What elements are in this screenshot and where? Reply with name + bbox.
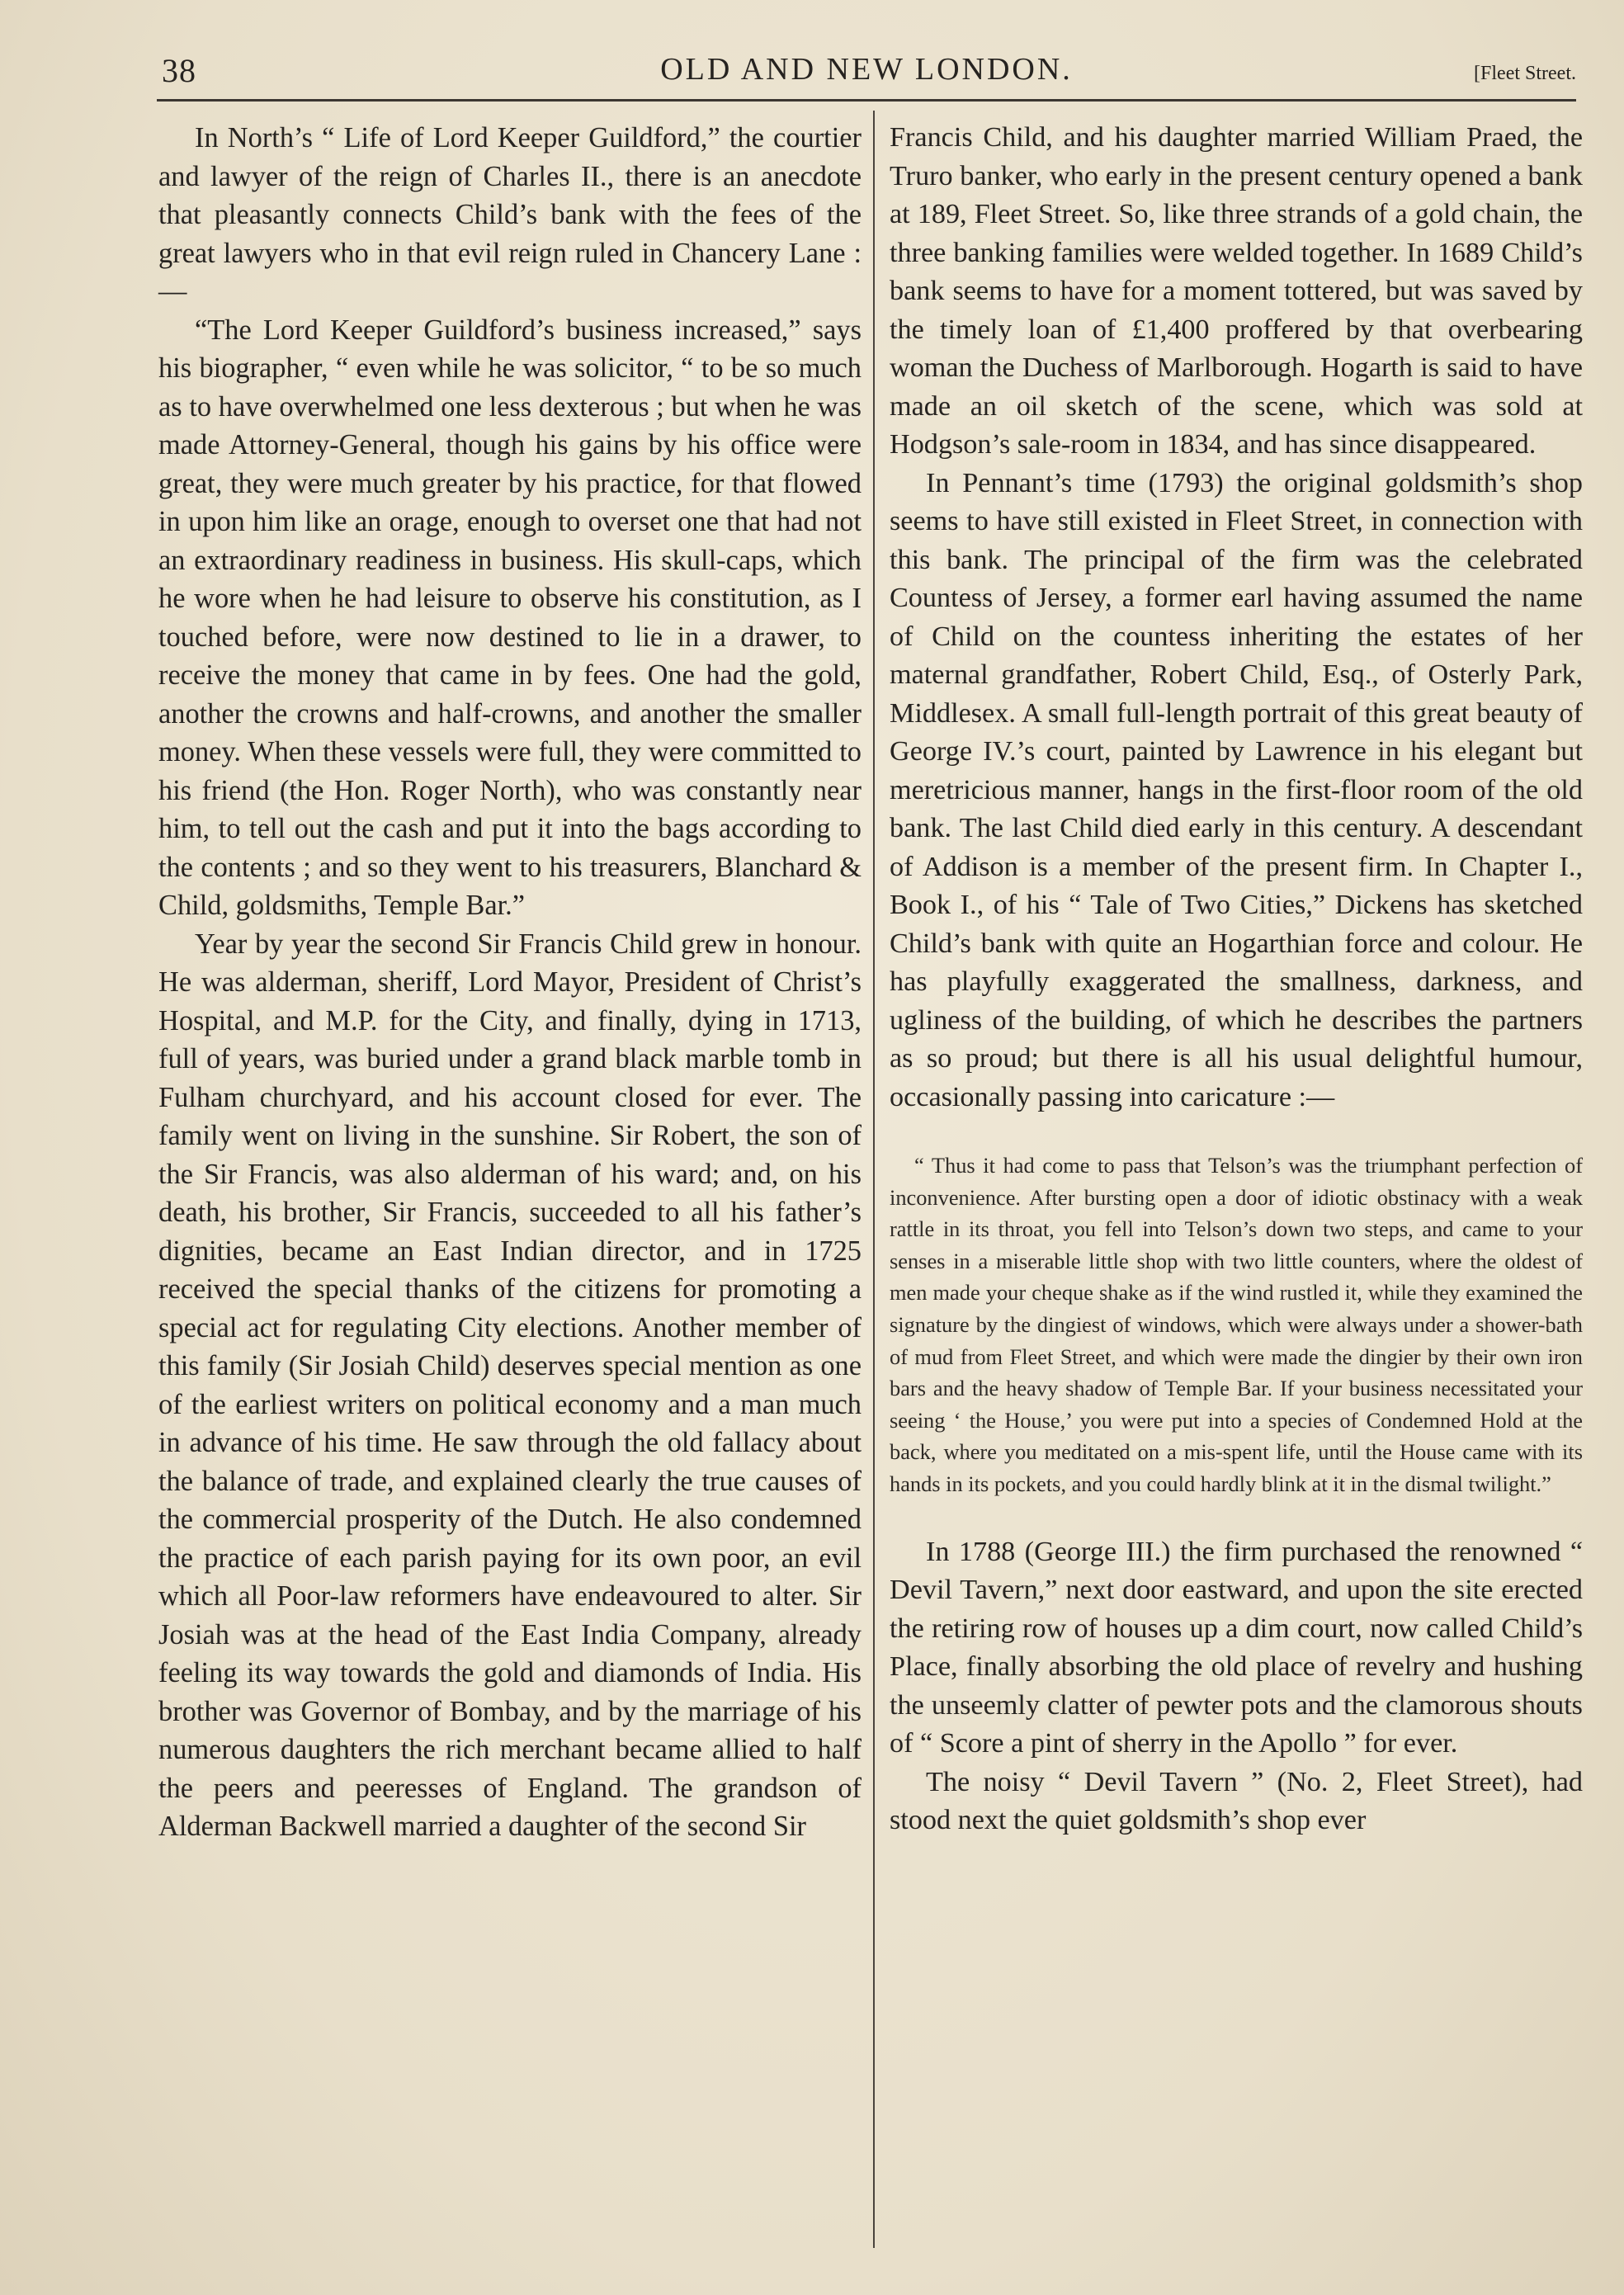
paragraph: In Pennant’s time (1793) the original goldsmith’s shop seems to have still existed in Fleet Street, in connection with this bank. The principal of the firm was the celebrated Countess of Jersey, a former earl having assumed the name of Child on the countess inheriting the estates of her maternal grandfather, Robert Child, Esq., of Osterly Park, Middlesex. A small full-length portrait of this great beauty of George IV.’s court, painted by Lawrence in his elegant but meretricious manner, hangs in the first-floor room of the old bank. The last Child died early in this century. A descendant of Addison is a member of the present firm. In Chapter I., Book I., of his “ Tale of Two Cities,” Dickens has sketched Child’s bank with quite an Hogarthian force and colour. He has playfully exaggerated the smallness, darkness, and ugliness of the building, of which he describes the partners as so proud; but there is all his usual delightful humour, occasionally passing into caricature :— (890, 467, 1583, 1112)
running-header (157, 48, 1576, 97)
paragraph: “The Lord Keeper Guildford’s business increased,” says his biographer, “ even while he was solicitor, “ to be so much as to have overwhelmed one less dexterous ; but when he was made Attorney-General, though his gains by his office were great, they were much greater by his practice, for that flowed in upon him like an orage, enough to overset one that had not an extraordinary readiness in business. His skull-caps, which he wore when he had leisure to observe his constitution, as I touched before, were now destined to lie in a drawer, to receive the money that came in by fees. One had the gold, another the crowns and half-crowns, and another the smaller money. When these vessels were full, they were committed to his friend (the Hon. Roger North), who was constantly near him, to tell out the cash and put it into the bags according to the contents ; and so they went to his treasurers, Blanchard & Child, goldsmiths, Temple Bar.” (158, 314, 862, 921)
paragraph: The noisy “ Devil Tavern ” (No. 2, Fleet Street), had stood next the quiet goldsmith’s shop ever (890, 1766, 1583, 1836)
block-quote: “ Thus it had come to pass that Telson’s was the triumphant perfection of inconvenience. After bursting open a door of idiotic obstinacy with a weak rattle in its throat, you fell into Telson’s down two steps, and came to your senses in a miserable little shop with two little counters, where the oldest of men made your cheque shake as if the wind rustled it, while they examined the signature by the dingiest of windows, which were always under a shower-bath of mud from Fleet Street, and which were made the dingier by their own iron bars and the heavy shadow of Temple Bar. If your business necessitated your seeing ‘ the House,’ you were put into a species of Condemned Hold at the back, where you meditated on a mis-spent life, until the House came with its hands in its pockets, and you could hardly blink at it in the dismal twilight.” (890, 1153, 1583, 1496)
header-rule (157, 99, 1576, 102)
section-title: [Fleet Street. (1474, 63, 1576, 84)
left-column (158, 119, 862, 1846)
right-column (890, 119, 1583, 1840)
paragraph: Year by year the second Sir Francis Child grew in honour. He was alderman, sheriff, Lord Mayor, President of Christ’s Hospital, and M.P. for the City, and finally, dying in 1713, full of years, was buried under a grand black marble tomb in Fulham churchyard, and his account closed for ever. The family went on living in the sunshine. Sir Robert, the son of the Sir Francis, was also alderman of his ward; and, on his death, his brother, Sir Francis, succeeded to all his father’s dignities, became an East Indian director, and in 1725 received the special thanks of the citizens for promoting a special act for regulating City elections. Another member of this family (Sir Josiah Child) deserves special mention as one of the earliest writers on political economy and a man much in advance of his time. He saw through the old fallacy about the balance of trade, and explained clearly the true causes of the commercial prosperity of the Dutch. He also condemned the practice of each parish paying for its own poor, an evil which all Poor-law reformers have endeavoured to alter. Sir Josiah was at the head of the East India Company, already feeling its way towards the gold and diamonds of India. His brother was Governor of Bombay, and by the marriage of his numerous daughters the rich merchant became allied to half the peers and peeresses of England. The grandson of Alderman Backwell married a daughter of the second Sir (158, 928, 862, 1842)
paragraph: In North’s “ Life of Lord Keeper Guildford,” the courtier and lawyer of the reign of Charles II., there is an anecdote that pleasantly connects Child’s bank with the fees of the great lawyers who in that evil reign ruled in Chancery Lane :— (158, 122, 862, 307)
running-title: OLD AND NEW LONDON. (660, 52, 1073, 87)
paragraph: In 1788 (George III.) the firm purchased the renowned “ Devil Tavern,” next door eastward, and upon the site erected the retiring row of houses up a dim court, now called Child’s Place, finally absorbing the old place of revelry and hushing the unseemly clatter of pewter pots and the clamorous shouts of “ Score a pint of sherry in the Apollo ” for ever. (890, 1536, 1583, 1759)
page-number: 38 (162, 52, 196, 89)
column-divider (873, 111, 875, 2248)
continued-paragraph: Francis Child, and his daughter married William Praed, the Truro banker, who early in the present century opened a bank at 189, Fleet Street. So, like three strands of a gold chain, the three banking families were welded together. In 1689 Child’s bank seems to have for a moment tottered, but was saved by the timely loan of £1,400 proffered by that overbearing woman the Duchess of Marlborough. Hogarth is said to have made an oil sketch of the scene, which was sold at Hodgson’s sale-room in 1834, and has since disappeared. (890, 122, 1583, 460)
